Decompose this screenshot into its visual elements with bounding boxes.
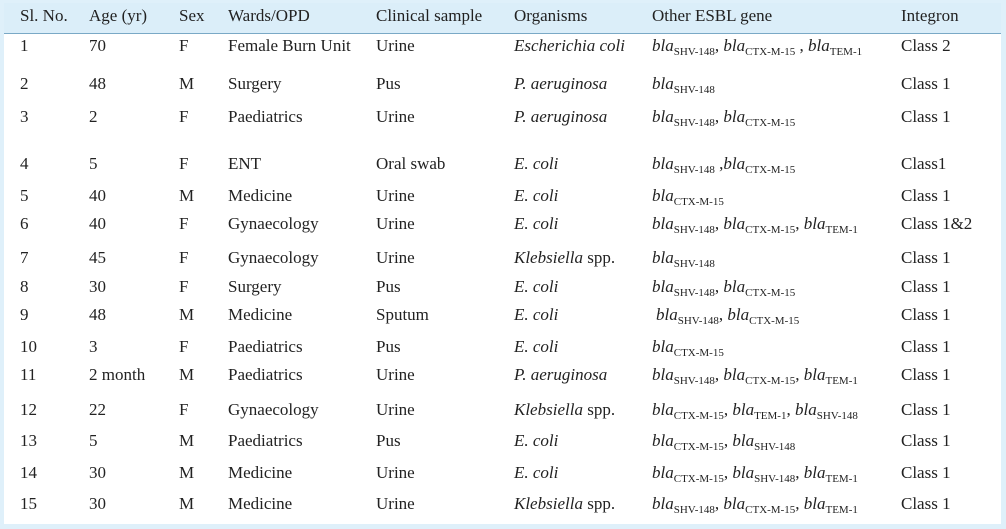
cell-integron: Class 1 [901,431,951,450]
gene-separator: , [723,431,733,450]
cell-integron: Class 1 [901,107,951,126]
header-esbl-gene: Other ESBL gene [652,6,773,25]
gene-name: bla [803,214,826,233]
gene-variant: TEM-1 [825,375,858,387]
cell-ward: Paediatrics [228,431,303,450]
gene-variant: SHV-148 [673,164,715,176]
cell-sex: F [179,400,189,419]
cell-sample: Urine [376,36,415,55]
cell-age: 40 [89,214,106,233]
cell-integron: Class 1 [901,400,951,419]
gene-name: bla [732,400,755,419]
gene-variant: CTX-M-15 [745,375,796,387]
cell-age: 48 [89,305,106,324]
gene-variant: SHV-148 [673,224,715,236]
gene-variant: TEM-1 [825,224,858,236]
cell-ward: Paediatrics [228,337,303,356]
gene-name: bla [803,365,826,384]
gene-separator: , [786,400,795,419]
cell-ward: Gynaecology [228,400,319,419]
gene-name: bla [723,36,746,55]
cell-sl-no: 9 [20,305,29,324]
cell-ward: Surgery [228,277,282,296]
gene-name: bla [723,494,746,513]
cell-integron: Class 1&2 [901,214,973,233]
cell-sex: F [179,277,189,296]
gene-name: bla [723,107,746,126]
gene-separator: , [723,463,733,482]
cell-esbl-gene [652,74,715,94]
cell-age: 45 [89,248,106,267]
cell-sl-no: 15 [20,494,37,513]
cell-organism [514,400,615,420]
gene-separator: , [718,305,728,324]
cell-sample: Pus [376,337,401,356]
cell-sample: Urine [376,463,415,482]
gene-name: bla [652,74,674,93]
cell-esbl-gene [652,400,858,420]
gene-separator: , [714,214,724,233]
gene-name: bla [808,36,830,55]
esbl-table [4,3,1001,524]
cell-sample: Urine [376,400,415,419]
cell-sample: Pus [376,277,401,296]
cell-organism [514,305,558,325]
cell-organism [514,107,607,127]
organism-text: Klebsiella [514,494,583,513]
organism-text: Escherichia coli [514,36,625,55]
gene-variant: SHV-148 [754,473,796,485]
cell-organism [514,154,558,174]
cell-sex: M [179,186,195,205]
cell-esbl-gene [652,463,858,483]
cell-sample: Urine [376,365,415,384]
cell-age: 5 [89,431,98,450]
gene-variant: CTX-M-15 [673,347,724,359]
cell-organism [514,277,558,297]
cell-sex: F [179,107,189,126]
gene-separator: , [723,400,733,419]
header-sl-no: Sl. No. [20,6,68,25]
gene-name: bla [652,154,674,173]
gene-separator: , [714,277,724,296]
cell-age: 2 month [89,365,146,384]
cell-sl-no: 5 [20,186,29,205]
gene-name: bla [652,214,674,233]
gene-variant: SHV-148 [673,258,715,270]
cell-organism [514,186,558,206]
cell-ward: Medicine [228,305,293,324]
gene-name: bla [652,400,674,419]
cell-sl-no: 11 [20,365,37,384]
cell-integron: Class 1 [901,305,951,324]
organism-text: P. aeruginosa [514,107,608,126]
organism-text: E. coli [514,186,559,205]
cell-sl-no: 4 [20,154,29,173]
cell-sl-no: 2 [20,74,29,93]
gene-name: bla [652,365,674,384]
gene-separator: , [714,36,724,55]
cell-age: 48 [89,74,106,93]
cell-esbl-gene [652,431,795,451]
cell-organism [514,337,558,357]
header-sex: Sex [179,6,205,25]
gene-name: bla [723,277,746,296]
cell-esbl-gene [652,214,858,234]
gene-variant: SHV-148 [673,46,715,58]
gene-name: bla [652,431,674,450]
cell-sex: F [179,214,189,233]
header-age: Age (yr) [89,6,148,25]
cell-ward: Surgery [228,74,282,93]
gene-variant: SHV-148 [673,84,715,96]
cell-organism [514,248,615,268]
cell-age: 2 [89,107,98,126]
cell-sl-no: 10 [20,337,37,356]
cell-sex: M [179,365,195,384]
gene-variant: SHV-148 [673,504,715,516]
cell-age: 30 [89,494,106,513]
gene-name: bla [723,365,746,384]
cell-esbl-gene [652,337,724,357]
cell-sex: F [179,154,189,173]
cell-ward: ENT [228,154,262,173]
cell-age: 40 [89,186,106,205]
cell-age: 30 [89,463,106,482]
cell-sl-no: 8 [20,277,29,296]
cell-esbl-gene [652,365,858,385]
cell-sex: F [179,36,189,55]
cell-ward: Paediatrics [228,365,303,384]
organism-text: E. coli [514,431,559,450]
gene-name: bla [803,463,826,482]
cell-ward: Paediatrics [228,107,303,126]
cell-organism [514,494,615,514]
organism-text: spp. [582,248,616,267]
gene-name: bla [732,431,755,450]
organism-text: E. coli [514,277,559,296]
gene-variant: CTX-M-15 [745,46,796,58]
organism-text: E. coli [514,463,559,482]
cell-sample: Urine [376,248,415,267]
gene-variant: SHV-148 [673,287,715,299]
gene-name: bla [656,305,678,324]
gene-separator: , [714,494,724,513]
gene-variant: CTX-M-15 [673,410,724,422]
cell-esbl-gene [652,494,858,514]
gene-variant: CTX-M-15 [749,315,800,327]
cell-sex: M [179,431,195,450]
cell-sample: Pus [376,431,401,450]
cell-esbl-gene [652,277,795,297]
gene-name: bla [652,463,674,482]
cell-ward: Gynaecology [228,214,319,233]
gene-separator: , [795,365,804,384]
gene-separator: , [714,365,724,384]
header-wards: Wards/OPD [228,6,310,25]
cell-integron: Class 1 [901,277,951,296]
gene-variant: CTX-M-15 [745,224,796,236]
cell-esbl-gene [652,36,862,56]
gene-name: bla [732,463,755,482]
cell-ward: Female Burn Unit [228,36,351,55]
cell-esbl-gene [652,248,715,268]
gene-separator: , [795,463,804,482]
cell-sex: F [179,248,189,267]
gene-separator: , [714,107,724,126]
cell-age: 30 [89,277,106,296]
organism-text: spp. [582,494,616,513]
gene-variant: SHV-148 [677,315,719,327]
cell-sex: M [179,74,195,93]
cell-sl-no: 6 [20,214,29,233]
cell-organism [514,463,558,483]
cell-ward: Medicine [228,186,293,205]
cell-esbl-gene [652,186,724,206]
header-integron: Integron [901,6,959,25]
gene-variant: TEM-1 [754,410,787,422]
gene-variant: CTX-M-15 [673,196,724,208]
organism-text: E. coli [514,337,559,356]
gene-variant: SHV-148 [673,375,715,387]
header-organisms: Organisms [514,6,588,25]
cell-sex: M [179,305,195,324]
gene-variant: CTX-M-15 [673,473,724,485]
cell-sl-no: 13 [20,431,37,450]
gene-name: bla [727,305,750,324]
cell-integron: Class 1 [901,494,951,513]
gene-name: bla [652,186,674,205]
cell-sl-no: 12 [20,400,37,419]
cell-sample: Urine [376,494,415,513]
cell-ward: Gynaecology [228,248,319,267]
gene-variant: CTX-M-15 [745,117,796,129]
cell-sex: F [179,337,189,356]
cell-sample: Sputum [376,305,429,324]
cell-sl-no: 14 [20,463,37,482]
cell-integron: Class 1 [901,248,951,267]
gene-separator: , [795,494,804,513]
cell-organism [514,74,607,94]
cell-sl-no: 3 [20,107,29,126]
gene-variant: SHV-148 [816,410,858,422]
gene-variant: TEM-1 [825,504,858,516]
cell-age: 22 [89,400,106,419]
cell-sample: Oral swab [376,154,446,173]
cell-organism [514,365,607,385]
cell-age: 70 [89,36,106,55]
gene-variant: TEM-1 [829,46,863,58]
organism-text: E. coli [514,154,559,173]
gene-separator: , [714,154,724,173]
gene-name: bla [794,400,817,419]
gene-name: bla [723,214,746,233]
gene-variant: CTX-M-15 [745,164,796,176]
cell-sample: Urine [376,186,415,205]
cell-age: 5 [89,154,98,173]
cell-integron: Class 1 [901,365,951,384]
organism-text: Klebsiella [514,400,583,419]
gene-variant: SHV-148 [673,117,715,129]
gene-name: bla [652,248,674,267]
cell-age: 3 [89,337,98,356]
gene-name: bla [652,36,674,55]
gene-name: bla [803,494,826,513]
gene-variant: CTX-M-15 [673,441,724,453]
cell-integron: Class 1 [901,186,951,205]
cell-integron: Class1 [901,154,947,173]
cell-sl-no: 1 [20,36,29,55]
table-header [4,3,1001,34]
cell-integron: Class 1 [901,337,951,356]
cell-esbl-gene [652,107,795,127]
gene-name: bla [723,154,746,173]
organism-text: Klebsiella [514,248,583,267]
cell-integron: Class 1 [901,74,951,93]
cell-esbl-gene [652,154,795,174]
cell-esbl-gene [656,305,799,325]
organism-text: spp. [582,400,616,419]
cell-ward: Medicine [228,494,293,513]
gene-name: bla [652,107,674,126]
gene-name: bla [652,277,674,296]
cell-ward: Medicine [228,463,293,482]
gene-name: bla [652,494,674,513]
cell-sex: M [179,463,195,482]
cell-sample: Pus [376,74,401,93]
organism-text: P. aeruginosa [514,365,608,384]
gene-separator: , [795,36,808,55]
gene-variant: CTX-M-15 [745,504,796,516]
cell-integron: Class 1 [901,463,951,482]
gene-variant: TEM-1 [825,473,858,485]
gene-variant: SHV-148 [754,441,796,453]
organism-text: E. coli [514,214,559,233]
gene-name: bla [652,337,674,356]
cell-organism [514,36,625,56]
cell-organism [514,214,558,234]
header-clinical-sample: Clinical sample [376,6,483,25]
cell-organism [514,431,558,451]
gene-variant: CTX-M-15 [745,287,796,299]
organism-text: E. coli [514,305,559,324]
cell-sex: M [179,494,195,513]
cell-integron: Class 2 [901,36,951,55]
cell-sample: Urine [376,107,415,126]
organism-text: P. aeruginosa [514,74,608,93]
cell-sample: Urine [376,214,415,233]
cell-sl-no: 7 [20,248,29,267]
gene-separator: , [795,214,804,233]
